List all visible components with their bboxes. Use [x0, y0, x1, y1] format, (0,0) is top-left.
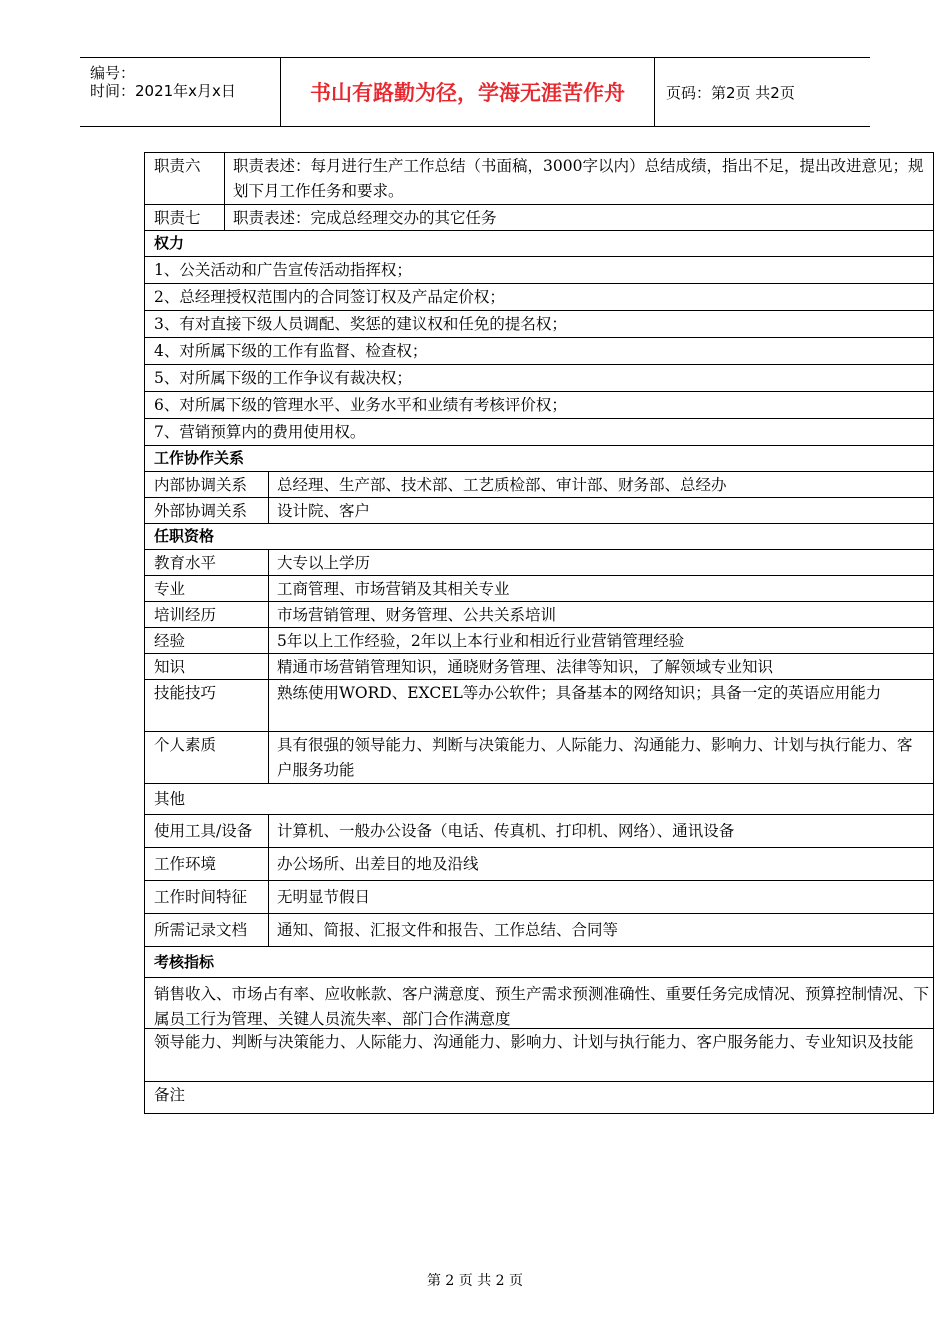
duty-row [145, 153, 933, 204]
relation-row [145, 497, 933, 523]
qualification-label: 个人素质 [145, 732, 269, 783]
qualification-row [145, 679, 933, 731]
qualification-value: 5年以上工作经验，2年以上本行业和相近行业营销管理经验 [277, 632, 685, 650]
header-meta [80, 58, 281, 126]
other-row [145, 880, 933, 913]
section-title-other: 其他 [145, 783, 933, 814]
other-value: 计算机、一般办公设备（电话、传真机、打印机、网络）、通讯设备 [277, 822, 735, 840]
other-row [145, 913, 933, 946]
duty-label: 职责六 [145, 153, 225, 204]
qualification-label: 技能技巧 [145, 680, 269, 731]
page-header [80, 57, 870, 127]
other-value: 无明显节假日 [277, 888, 371, 906]
qualification-label: 专业 [145, 576, 269, 601]
qualification-value: 具有很强的领导能力、判断与决策能力、人际能力、沟通能力、影响力、计划与执行能力、客户服务功能 [277, 736, 913, 779]
qualification-label: 经验 [145, 628, 269, 653]
header-motto: 书山有路勤为径，学海无涯苦作舟 [281, 58, 655, 126]
power-item: 6、对所属下级的管理水平、业务水平和业绩有考核评价权； [145, 391, 933, 418]
qualification-row [145, 601, 933, 627]
qualification-value: 工商管理、市场营销及其相关专业 [277, 580, 510, 598]
other-label: 工作环境 [145, 848, 269, 880]
other-row [145, 847, 933, 880]
power-item: 1、公关活动和广告宣传活动指挥权； [145, 256, 933, 283]
qualification-row [145, 731, 933, 783]
duty-row [145, 204, 933, 230]
relation-label: 外部协调关系 [145, 498, 269, 523]
other-value: 通知、简报、汇报文件和报告、工作总结、合同等 [277, 921, 619, 939]
qualification-row [145, 575, 933, 601]
assessment-item: 领导能力、判断与决策能力、人际能力、沟通能力、影响力、计划与执行能力、客户服务能力、专业知识及技能 [145, 1028, 933, 1081]
other-value: 办公场所、出差目的地及沿线 [277, 855, 479, 873]
qualification-row [145, 627, 933, 653]
duty-text: 职责表述：每月进行生产工作总结（书面稿，3000字以内）总结成绩，指出不足，提出改进意见；规划下月工作任务和要求。 [233, 157, 924, 200]
duty-label: 职责七 [145, 205, 225, 230]
relation-value: 总经理、生产部、技术部、工艺质检部、审计部、财务部、总经办 [277, 476, 727, 494]
section-title-assessment: 考核指标 [145, 946, 933, 977]
qualification-value: 市场营销管理、财务管理、公共关系培训 [277, 606, 557, 624]
other-row [145, 814, 933, 847]
remarks-row: 备注 [145, 1081, 933, 1113]
power-item: 7、营销预算内的费用使用权。 [145, 418, 933, 445]
qualification-label: 培训经历 [145, 602, 269, 627]
other-label: 所需记录文档 [145, 914, 269, 946]
qualification-label: 教育水平 [145, 550, 269, 575]
power-item: 2、总经理授权范围内的合同签订权及产品定价权； [145, 283, 933, 310]
other-label: 工作时间特征 [145, 881, 269, 913]
qualification-value: 精通市场营销管理知识，通晓财务管理、法律等知识，了解领域专业知识 [277, 658, 774, 676]
assessment-item: 销售收入、市场占有率、应收帐款、客户满意度、预生产需求预测准确性、重要任务完成情况、预算控制情况、下属员工行为管理、关键人员流失率、部门合作满意度 [145, 977, 933, 1028]
qualification-value: 大专以上学历 [277, 554, 371, 572]
power-item: 4、对所属下级的工作有监督、检查权； [145, 337, 933, 364]
job-description-table [144, 152, 934, 1114]
qualification-value: 熟练使用WORD、EXCEL等办公软件；具备基本的网络知识；具备一定的英语应用能力 [277, 684, 882, 702]
qualification-row [145, 549, 933, 575]
relation-label: 内部协调关系 [145, 472, 269, 497]
qualification-label: 知识 [145, 654, 269, 679]
power-item: 3、有对直接下级人员调配、奖惩的建议权和任免的提名权； [145, 310, 933, 337]
relation-value: 设计院、客户 [277, 502, 371, 520]
section-title-relations: 工作协作关系 [145, 445, 933, 471]
qualification-row [145, 653, 933, 679]
other-label: 使用工具/设备 [145, 815, 269, 847]
section-title-qualifications: 任职资格 [145, 523, 933, 549]
page-footer: 第 2 页 共 2 页 [426, 1273, 524, 1289]
code-label: 编号： [90, 64, 136, 82]
duty-text: 职责表述：完成总经理交办的其它任务 [233, 209, 497, 227]
header-page-number: 页码：第2页 共2页 [666, 84, 795, 102]
power-item: 5、对所属下级的工作争议有裁决权； [145, 364, 933, 391]
relation-row [145, 471, 933, 497]
time-label: 时间：2021年x月x日 [90, 82, 236, 100]
section-title-powers: 权力 [145, 230, 933, 256]
